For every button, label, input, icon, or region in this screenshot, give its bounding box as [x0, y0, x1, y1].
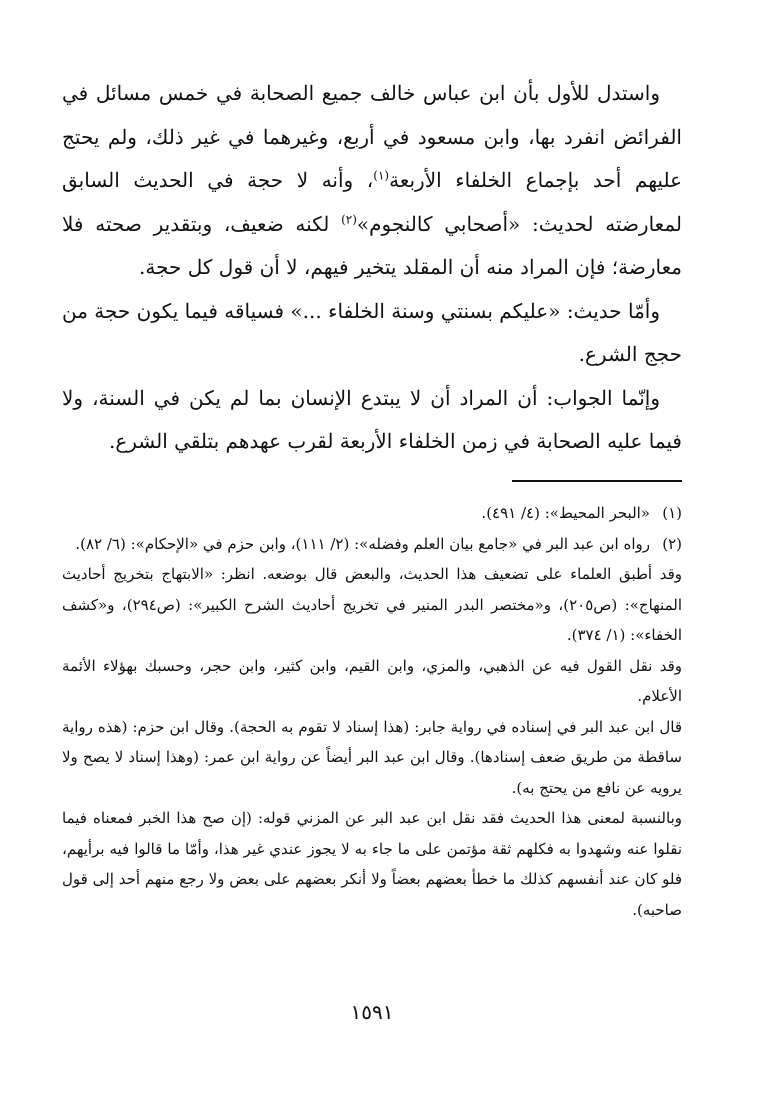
- paragraph-1: [62, 72, 682, 290]
- paragraph-1-part-c: لكنه ضعيف، وبتقدير صحته فلا معارضة؛ فإن المراد منه أن المقلد يتخير فيهم، لا أن قول كل حجة.: [62, 211, 682, 279]
- paragraph-1-part-b: ، وأنه لا حجة في الحديث السابق لمعارضته لحديث: «أصحابي كالنجوم»: [62, 168, 682, 236]
- footnotes: [62, 498, 682, 925]
- footnote-2-number: (٢): [662, 534, 682, 553]
- paragraph-2: وأمّا حديث: «عليكم بسنتي وسنة الخلفاء ...» فسياقه فيما يكون حجة من حجج الشرع.: [62, 298, 682, 366]
- footnote-2-continuation-1: وقد أطبق العلماء على تضعيف هذا الحديث، والبعض قال بوضعه. انظر: «الابتهاج بتخريج أحاديث المنهاج»: (ص٢٠٥)، و«مختصر البدر المنير في تخريج أحاديث الشرح الكبير»: (ص٢٩٤)، و«كشف الخفاء»: (١/ ٣٧٤).: [62, 565, 682, 644]
- footnote-2-continuation-4: وبالنسبة لمعنى هذا الحديث فقد نقل ابن عبد البر عن المزني قوله: (إن صح هذا الخبر فمعناه فيما نقلوا عنه وشهدوا به فكلهم ثقة مؤتمن على ما جاء به لا يجوز عندي غير هذا، وأمّا ما قالوا فيه برأيهم، فلو كان عند أنفسهم كذلك ما خطأ بعضهم بعضاً ولا أنكر بعضهم على بعض ولا رجع منهم أحد إلى قول صاحبه).: [62, 809, 682, 919]
- footnote-2-text: رواه ابن عبد البر في «جامع بيان العلم وفضله»: (٢/ ١١١)، وابن حزم في «الإحكام»: (٦/ ٨٢).: [75, 534, 650, 553]
- book-page: [62, 72, 682, 1063]
- footnote-ref-1[interactable]: (١): [373, 168, 390, 183]
- footnote-2-continuation-3: قال ابن عبد البر في إسناده في رواية جابر: (هذا إسناد لا تقوم به الحجة). وقال ابن حزم: (هذه رواية ساقطة من طريق ضعف إسنادها). وقال ابن عبد البر أيضاً عن رواية ابن عمر: (وهذا إسناد لا يصح ولا يرويه عن نافع من يحتج به).: [62, 717, 682, 797]
- footnote-ref-2[interactable]: (٢): [341, 211, 357, 226]
- page-number: ١٥٩١: [350, 1000, 394, 1024]
- paragraph-1-part-a: واستدل للأول بأن ابن عباس خالف جميع الصحابة في خمس مسائل في الفرائض انفرد بها، وابن مسعود في أربع، وغيرهما في غير ذلك، ولم يحتج عليهم أحد بإجماع الخلفاء الأربعة: [62, 81, 683, 192]
- footnote-2-continuation-2: وقد نقل القول فيه عن الذهبي، والمزي، وابن القيم، وابن كثير، وابن حجر، وحسبك بهؤلاء الأئمة الأعلام.: [62, 656, 682, 705]
- footnote-1-number: (١): [662, 504, 682, 522]
- paragraph-3: وإنّما الجواب: أن المراد أن لا يبتدع الإنسان بما لم يكن في السنة، ولا فيما عليه الصحابة في زمن الخلفاء الأربعة لقرب عهدهم بتلقي الشرع.: [62, 385, 682, 453]
- footnote-1: [62, 498, 682, 529]
- footnote-2: [62, 529, 682, 560]
- footnote-divider: [512, 480, 682, 482]
- footnote-1-text: «البحر المحيط»: (٤/ ٤٩١).: [481, 504, 650, 522]
- main-text: [62, 72, 682, 464]
